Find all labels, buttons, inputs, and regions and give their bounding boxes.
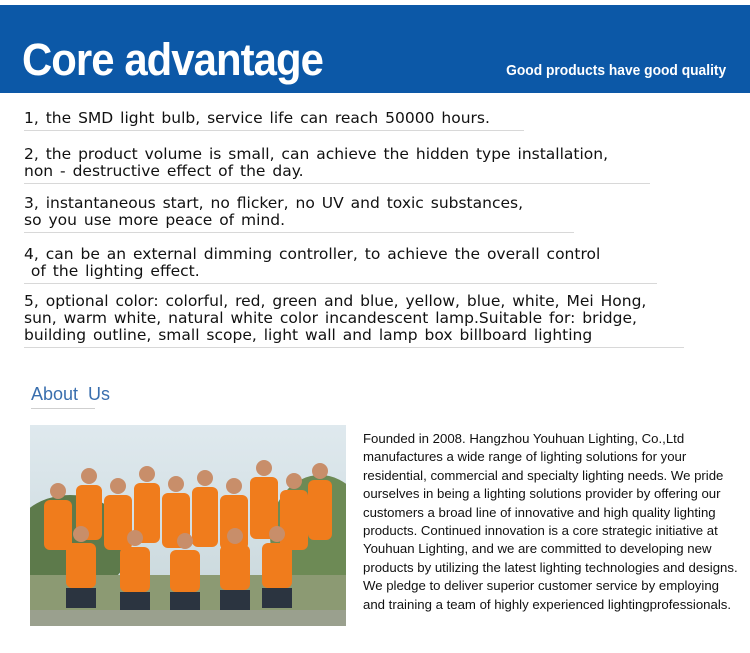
about-divider xyxy=(31,408,95,409)
about-us-description: Founded in 2008. Hangzhou Youhuan Lighting, Co.,Ltd manufactures a wide range of lighting solutions for your residential, commercial and specialty lighting needs. We pride ourselves in being a lighting solutions provider by offering our customers a broad line of innovative and high quality lighting products. Continued innovation is a core strategic initiative at Youhuan Lighting, and we are committed to developing new products by utilizing the latest lighting technologies and designs. We pledge to deliver superior customer service by employing and training a team of highly experienced lightingprofessionals. xyxy=(363,431,738,612)
advantage-item-2 xyxy=(24,146,650,184)
header-banner xyxy=(0,5,750,93)
advantage-line: of the lighting effect. xyxy=(24,262,200,280)
header-tagline: Good products have good quality xyxy=(505,62,726,79)
advantage-line: building outline, small scope, light wall and lamp box billboard lighting xyxy=(24,326,593,344)
advantage-item-3 xyxy=(24,195,574,233)
advantage-line: non - destructive effect of the day. xyxy=(24,162,304,180)
advantage-line: 5, optional color: colorful, red, green and blue, yellow, blue, white, Mei Hong, xyxy=(24,292,647,310)
advantage-line: so you use more peace of mind. xyxy=(24,211,286,229)
about-us-heading: About Us xyxy=(31,384,111,404)
advantage-line: sun, warm white, natural white color incandescent lamp.Suitable for: bridge, xyxy=(24,309,637,327)
advantage-item-4 xyxy=(24,246,657,284)
advantage-line: 2, the product volume is small, can achieve the hidden type installation, xyxy=(24,145,609,163)
team-photo-icon xyxy=(30,425,346,626)
advantage-item-5 xyxy=(24,293,684,348)
advantage-line: 1, the SMD light bulb, service life can reach 50000 hours. xyxy=(24,109,490,127)
page-title: Core advantage xyxy=(22,34,323,85)
advantage-line: 3, instantaneous start, no flicker, no UV and toxic substances, xyxy=(24,194,524,212)
advantage-line: 4, can be an external dimming controller, to achieve the overall control xyxy=(24,245,601,263)
advantage-item-1 xyxy=(24,110,524,131)
